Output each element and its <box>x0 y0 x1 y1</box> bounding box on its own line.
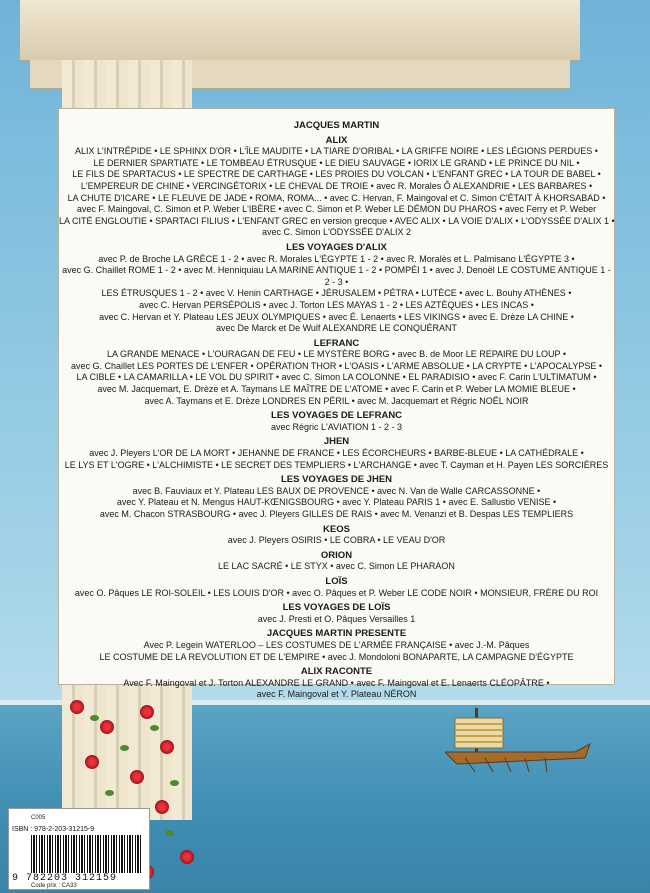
title-list-line: LA CHUTE D'ICARE • LE FLEUVE DE JADE • ROMA, ROMA... • avec C. Hervan, F. Maingoval et C. Simon C'ÉTAIT À KHORSABAD • <box>67 192 606 203</box>
title-list-line: avec P. de Broche LA GRÈCE 1 - 2 • avec R. Morales L'ÉGYPTE 1 - 2 • avec R. Moralès et L. Palmisano L'ÉGYPTE 3 • <box>98 253 575 264</box>
title-list-line: avec J. Presti et O. Pâques Versailles 1 <box>257 613 416 624</box>
title-list-line: avec J. Pleyers OSIRIS • LE COBRA • LE VEAU D'OR <box>227 535 446 546</box>
column-capital <box>20 0 580 62</box>
section-heading: JHEN <box>323 436 350 448</box>
title-list-line: avec C. Simon L'ODYSSÉE D'ALIX 2 <box>262 227 411 238</box>
section-heading: LES VOYAGES DE LEFRANC <box>270 410 403 422</box>
bibliography-panel <box>58 108 615 700</box>
title-list-line: avec De Marck et De Wulf ALEXANDRE LE CONQUÉRANT <box>216 323 457 334</box>
title-list-line: avec A. Taymans et E. Drèze LONDRES EN PÉRIL • avec M. Jacquemart et Régric NOËL NOIR <box>144 395 529 406</box>
title-list-line: avec C. Hervan et Y. Plateau LES JEUX OLYMPIQUES • avec É. Lenaerts • LES VIKINGS • avec E. Drèze LA CHINE • <box>99 311 574 322</box>
author-heading: JACQUES MARTIN <box>293 120 380 131</box>
section-heading: LEFRANC <box>313 337 360 349</box>
title-list-line: LE DERNIER SPARTIATE • LE TOMBEAU ÉTRUSQUE • LE DIEU SAUVAGE • IORIX LE GRAND • LE PRINCE DU NIL • <box>93 157 580 168</box>
barcode-code: C005 <box>31 815 46 821</box>
title-list-line: LE FILS DE SPARTACUS • LE SPECTRE DE CARTHAGE • LES PROIES DU VOLCAN • L'ENFANT GREC • LA TOUR DE BABEL • <box>72 169 601 180</box>
title-list-line: avec B. Fauviaux et Y. Plateau LES BAUX DE PROVENCE • avec N. Van de Walle CARCASSONNE • <box>132 485 541 496</box>
title-list-line: LE LYS ET L'OGRE • L'ALCHIMISTE • LE SECRET DES TEMPLIERS • L'ARCHANGE • avec T. Cayman et H. Payen LES SORCIÈRES <box>64 459 609 470</box>
title-list-line: LA CIBLE • LA CAMARILLA • LE VOL DU SPIRIT • avec C. Simon LA COLONNE • EL PARADISIO • avec F. Carin L'ULTIMATUM • <box>76 372 597 383</box>
title-list-line: 2 - 3 • <box>324 276 349 287</box>
barcode-label <box>8 808 150 890</box>
title-list-line: avec M. Chacon STRASBOURG • avec J. Pleyers GILLES DE RAIS • avec M. Venanzi et B. Despas LES TEMPLIERS <box>99 509 574 519</box>
title-list-line: LA GRANDE MENACE • L'OURAGAN DE FEU • LE MYSTÈRE BORG • avec B. de Moor LE REPAIRE DU LOUP • <box>106 349 567 360</box>
section-heading: LOÏS <box>325 575 348 587</box>
section-heading: LES VOYAGES D'ALIX <box>286 241 387 253</box>
title-list-line: LA CITÉ ENGLOUTIE • SPARTACI FILIUS • L'ENFANT GREC en version grecque • AVEC ALIX • LA VOIE D'ALIX • L'ODYSSÉE D'ALIX 1 • <box>59 215 615 226</box>
isbn-text: ISBN : 978-2-203-31215-9 <box>12 826 95 833</box>
section-heading: ORION <box>320 549 353 561</box>
title-list-line: LES ÉTRUSQUES 1 - 2 • avec V. Henin CARTHAGE • JÉRUSALEM • PÉTRA • LUTÈCE • avec L. Bouhy ATHÈNES • <box>101 288 572 299</box>
title-list-line: avec J. Pleyers L'OR DE LA MORT • JEHANNE DE FRANCE • LES ÉCORCHEURS • BARBE-BLEUE • LA CATHÉDRALE • <box>89 448 584 459</box>
section-heading: LES VOYAGES DE LOÏS <box>282 602 391 614</box>
barcode-number: 9 782203 312159 <box>12 873 118 884</box>
barcode-bars <box>31 835 143 873</box>
title-list-line: avec F. Maingoval, C. Simon et P. Weber L'IBÈRE • avec C. Simon et P. Weber LE DÉMON DU PHAROS • avec Ferry et P. Weber <box>76 204 597 215</box>
title-list-line: avec G. Chaillet ROME 1 - 2 • avec M. Henniquiau LA MARINE ANTIQUE 1 - 2 • POMPÉI 1 • avec J. Denoël LE COSTUME ANTIQUE 1 - <box>62 265 611 276</box>
section-heading: JACQUES MARTIN PRESENTE <box>266 628 407 640</box>
title-list-line: avec G. Chaillet LES PORTES DE L'ENFER • OPÉRATION THOR • L'OASIS • L'ARME ABSOLUE • LA CRYPTE • L'APOCALYPSE • <box>70 360 603 371</box>
ship-illustration <box>445 700 595 780</box>
title-list-line: LE COSTUME DE LA REVOLUTION ET DE L'EMPIRE • avec J. Mondoloni BONAPARTE, LA CAMPAGNE D'ÉGYPTE <box>99 651 574 662</box>
title-list-line: LE LAC SACRÉ • LE STYX • avec C. Simon LE PHARAON <box>218 561 455 572</box>
title-list-line: ALIX L'INTRÉPIDE • LE SPHINX D'OR • L'ÎLE MAUDITE • LA TIARE D'ORIBAL • LA GRIFFE NOIRE • LES LÉGIONS PERDUES • <box>75 146 598 157</box>
section-heading: KEOS <box>323 523 350 535</box>
title-list-line: avec Y. Plateau et N. Mengus HAUT-KŒNIGSBOURG • avec Y. Plateau PARIS 1 • avec E. Sallustio VENISE • <box>116 497 557 508</box>
section-heading: LES VOYAGES DE JHEN <box>280 474 393 486</box>
title-list-line: avec F. Maingoval et Y. Plateau NÉRON <box>256 689 417 700</box>
section-heading: ALIX RACONTE <box>300 666 373 678</box>
title-list-line: L'EMPEREUR DE CHINE • VERCINGÉTORIX • LE CHEVAL DE TROIE • avec R. Morales Ô ALEXANDRIE • LES BARBARES • <box>80 180 593 191</box>
title-list-line: Avec P. Legein WATERLOO – LES COSTUMES DE L'ARMÉE FRANÇAISE • avec J.-M. Pâques <box>143 639 530 650</box>
bibliography-list <box>59 117 614 701</box>
title-list-line: avec Régric L'AVIATION 1 - 2 - 3 <box>271 421 402 432</box>
title-list-line: avec O. Pâques LE ROI-SOLEIL • LES LOUIS D'OR • avec O. Pâques et P. Weber LE CODE NOIR • MONSIEUR, FRÈRE DU ROI <box>74 587 599 598</box>
price-code: Code prix : CA33 <box>31 883 77 889</box>
title-list-line: Avec F. Maingoval et J. Torton ALEXANDRE LE GRAND • avec F. Maingoval et E. Lenaerts CLÉOPÂTRE • <box>123 677 550 688</box>
title-list-line: avec C. Hervan PERSÉPOLIS • avec J. Torton LES MAYAS 1 - 2 • LES AZTÈQUES • LES INCAS • <box>139 299 534 310</box>
title-list-line: avec M. Jacquemart, E. Drèze et A. Taymans LE MAÎTRE DE L'ATOME • avec F. Carin et P. Weber LA MOMIE BLEUE • <box>97 384 576 395</box>
section-heading: ALIX <box>325 134 348 146</box>
